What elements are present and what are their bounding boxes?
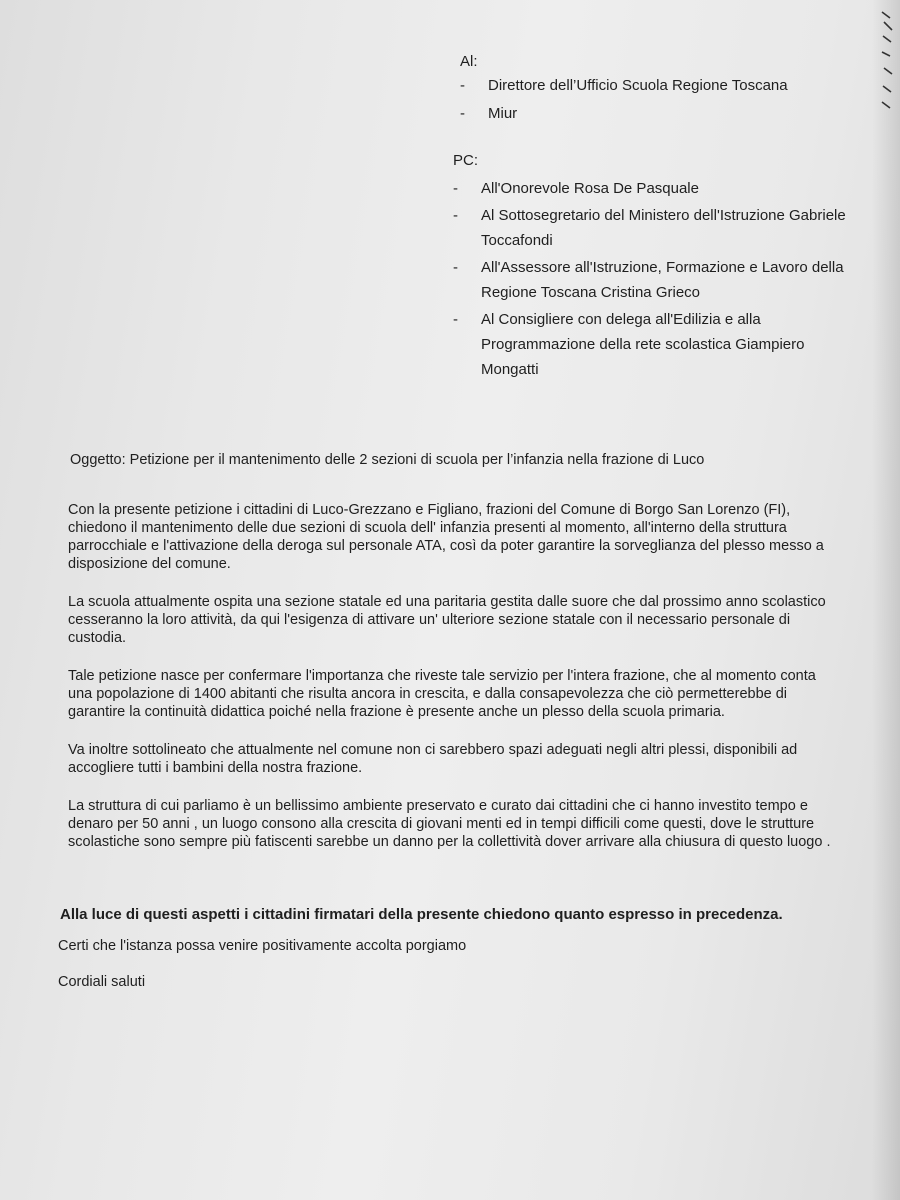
recipient-item: - Miur (460, 102, 840, 126)
body-paragraph: Tale petizione nasce per confermare l'importanza che riveste tale servizio per l'intera frazione, che al momento conta una popolazione di 1400 abitanti che risulta ancora in crescita, e dalla consapevolezza che ciò permetterebbe di garantire la continuità didattica poiché nella frazione è presente anche un plesso della scuola primaria. (68, 668, 816, 720)
body-paragraph: Va inoltre sottolineato che attualmente nel comune non ci sarebbero spazi adeguati negli altri plessi, disponibili ad accogliere tutti i bambini della nostra frazione. (68, 742, 798, 776)
cc-item: - All'Assessore all'Istruzione, Formazione e Lavoro della Regione Toscana Cristina Grieco (453, 255, 853, 305)
body-paragraph: La struttura di cui parliamo è un bellissimo ambiente preservato e curato dai cittadini che ci hanno investito tempo e denaro per 50 anni , un luogo consono alla crescita di giovani menti ed in tempi difficili come questi, dove le strutture scolastiche sono sempre più fatiscenti sarebbe un danno per la collettività dover arrivare alla chiusura di questo luogo . (68, 798, 831, 850)
recipients-block (460, 50, 840, 130)
page-edge-marks (876, 8, 896, 118)
body-paragraph: La scuola attualmente ospita una sezione statale ed una paritaria gestita dalle suore che dal prossimo anno scolastico cesseranno la loro attività, da qui l'esigenza di attivare un' ulteriore sezione statale con il necessario personale di custodia. (68, 594, 826, 646)
cc-block (453, 148, 853, 384)
bold-statement: Alla luce di questi aspetti i cittadini firmatari della presente chiedono quanto espresso in precedenza. (60, 906, 783, 923)
cc-list (453, 176, 853, 382)
cc-item: - Al Sottosegretario del Ministero dell'Istruzione Gabriele Toccafondi (453, 203, 853, 253)
closing-line: Certi che l'istanza possa venire positivamente accolta porgiamo (58, 938, 467, 954)
recipient-item: - Direttore dell’Ufficio Scuola Regione Toscana (460, 74, 840, 98)
page-edge-shadow (872, 0, 900, 1200)
sign-off: Cordiali saluti (58, 974, 146, 990)
body-paragraph: Con la presente petizione i cittadini di Luco-Grezzano e Figliano, frazioni del Comune di Borgo San Lorenzo (FI), chiedono il mantenimento delle due sezioni di scuola dell' infanzia presenti al momento, all'interno della struttura parrocchiale e l'attivazione della deroga sul personale ATA, così da poter garantire la sorveglianza del plesso messo a disposizione del comune. (68, 502, 824, 572)
letter-body (68, 501, 838, 871)
cc-heading: PC: (453, 152, 479, 169)
cc-item: - All'Onorevole Rosa De Pasquale (453, 176, 853, 201)
subject-line: Oggetto: Petizione per il mantenimento delle 2 sezioni di scuola per l’infanzia nella frazione di Luco (70, 452, 705, 468)
recipients-heading: Al: (460, 53, 478, 70)
recipients-list (460, 74, 840, 126)
cc-item: - Al Consigliere con delega all'Edilizia e alla Programmazione della rete scolastica Giampiero Mongatti (453, 307, 853, 382)
